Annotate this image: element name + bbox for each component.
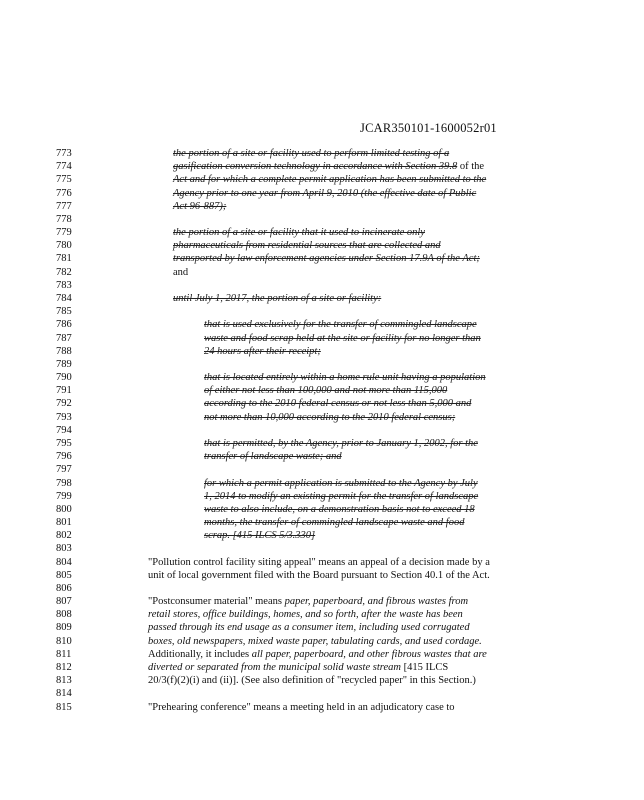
line-number: 787	[56, 332, 72, 344]
document-line	[0, 516, 644, 529]
line-text	[204, 477, 478, 490]
struck-text: that is permitted, by the Agency, prior to January 1, 2002, for the	[204, 437, 478, 449]
line-text	[204, 318, 477, 331]
line-text	[173, 252, 480, 265]
line-number: 777	[56, 200, 72, 212]
document-line	[0, 542, 644, 555]
line-text	[204, 371, 486, 384]
struck-text: for which a permit application is submitted to the Agency by July	[204, 477, 478, 489]
line-number: 812	[56, 662, 72, 674]
plain-text: "Pollution control facility siting appeal" means an appeal of a decision made by a	[148, 556, 490, 568]
plain-text: [415 ILCS	[400, 662, 449, 674]
document-line	[0, 305, 644, 318]
line-text	[173, 200, 226, 213]
line-number: 778	[56, 213, 72, 225]
line-text	[173, 173, 486, 186]
line-text	[148, 701, 455, 714]
line-number: 798	[56, 477, 72, 489]
statutory-italic-text: retail stores, office buildings, homes, and so forth, after the waste has been	[148, 609, 463, 621]
line-text	[148, 621, 470, 634]
struck-text: waste to also include, on a demonstration basis not to exceed 18	[204, 503, 475, 515]
document-id-header: JCAR350101-1600052r01	[360, 121, 497, 135]
plain-text: 20/3(f)(2)(i) and (ii)]. (See also definition of "recycled paper" in this Section.)	[148, 675, 476, 687]
line-number: 800	[56, 503, 72, 515]
document-line	[0, 187, 644, 200]
statutory-italic-text: diverted or separated from the municipal solid waste stream	[148, 662, 401, 674]
document-line	[0, 384, 644, 397]
document-line	[0, 226, 644, 239]
document-line	[0, 345, 644, 358]
document-line	[0, 582, 644, 595]
line-text	[148, 556, 490, 569]
document-line	[0, 318, 644, 331]
struck-text: 1, 2014 to modify an existing permit for the transfer of landscape	[204, 490, 479, 502]
struck-text: Act and for which a complete permit application has been submitted to the	[173, 174, 487, 186]
line-number: 786	[56, 319, 72, 331]
line-number: 796	[56, 451, 72, 463]
line-text	[173, 292, 381, 305]
document-line	[0, 648, 644, 661]
line-number: 775	[56, 174, 72, 186]
document-line	[0, 450, 644, 463]
line-text	[204, 411, 455, 424]
statutory-italic-text: passed through its end usage as a consumer item, including used corrugated	[148, 622, 470, 634]
document-line	[0, 332, 644, 345]
line-text	[204, 450, 342, 463]
line-text	[173, 187, 476, 200]
line-number: 788	[56, 345, 72, 357]
line-text	[204, 437, 478, 450]
plain-text: "Postconsumer material" means	[148, 596, 285, 608]
plain-text: of the	[457, 161, 485, 173]
struck-text: that is used exclusively for the transfer of commingled landscape	[204, 319, 477, 331]
document-line	[0, 595, 644, 608]
line-text	[173, 160, 484, 173]
line-number: 792	[56, 398, 72, 410]
line-text	[173, 226, 425, 239]
line-text	[173, 266, 188, 279]
line-number: 801	[56, 517, 72, 529]
line-text	[148, 674, 476, 687]
document-line	[0, 701, 644, 714]
struck-text: gasification conversion technology in accordance with Section 39.8	[173, 161, 458, 173]
struck-text: Act 96-887);	[173, 200, 227, 212]
document-line	[0, 674, 644, 687]
document-line	[0, 147, 644, 160]
line-number: 782	[56, 266, 72, 278]
document-line	[0, 635, 644, 648]
line-number: 793	[56, 411, 72, 423]
document-line	[0, 529, 644, 542]
document-line	[0, 661, 644, 674]
document-line	[0, 463, 644, 476]
line-number: 773	[56, 148, 72, 159]
line-number: 803	[56, 543, 72, 555]
line-number: 785	[56, 306, 72, 318]
struck-text: 24 hours after their receipt;	[204, 345, 321, 357]
line-text	[148, 569, 490, 582]
line-number: 790	[56, 372, 72, 384]
line-number: 807	[56, 596, 72, 608]
document-line	[0, 292, 644, 305]
plain-text: Additionally, it includes	[148, 648, 252, 660]
line-number: 808	[56, 609, 72, 621]
line-text	[148, 635, 482, 648]
document-line	[0, 569, 644, 582]
document-line	[0, 424, 644, 437]
line-text	[204, 384, 447, 397]
line-number: 805	[56, 569, 72, 581]
line-number: 802	[56, 530, 72, 542]
line-text	[148, 595, 468, 608]
line-text	[148, 608, 463, 621]
document-line	[0, 173, 644, 186]
line-number: 814	[56, 688, 72, 700]
line-number: 799	[56, 490, 72, 502]
plain-text: and	[173, 266, 189, 278]
line-number: 815	[56, 701, 72, 713]
line-number: 774	[56, 161, 72, 173]
struck-text: the portion of a site or facility that it used to incinerate only	[173, 227, 425, 239]
struck-text: until July 1, 2017, the portion of a site or facility:	[173, 292, 382, 304]
document-line	[0, 279, 644, 292]
struck-text: months, the transfer of commingled landscape waste and food	[204, 517, 465, 529]
line-number: 795	[56, 437, 72, 449]
document-line	[0, 200, 644, 213]
struck-text: scrap. [415 ILCS 5/3.330]	[204, 530, 316, 542]
line-number: 784	[56, 292, 72, 304]
document-line	[0, 358, 644, 371]
struck-text: of either not less than 100,000 and not more than 115,000	[204, 385, 448, 397]
line-number: 811	[56, 648, 72, 660]
line-number: 794	[56, 424, 72, 436]
line-number: 806	[56, 582, 72, 594]
line-number: 780	[56, 240, 72, 252]
document-line	[0, 371, 644, 384]
document-line	[0, 397, 644, 410]
struck-text: that is located entirely within a home rule unit having a population	[204, 372, 486, 384]
struck-text: waste and food scrap held at the site or facility for no longer than	[204, 332, 481, 344]
line-number: 781	[56, 253, 72, 265]
document-line	[0, 608, 644, 621]
statutory-italic-text: all paper, paperboard, and other fibrous wastes that are	[251, 648, 487, 660]
line-number: 804	[56, 556, 72, 568]
document-line	[0, 239, 644, 252]
line-text	[204, 332, 481, 345]
line-text	[204, 397, 471, 410]
plain-text: "Prehearing conference" means a meeting held in an adjudicatory case to	[148, 701, 455, 713]
document-line	[0, 266, 644, 279]
struck-text: transfer of landscape waste; and	[204, 451, 342, 463]
document-line	[0, 411, 644, 424]
document-line	[0, 213, 644, 226]
document-line	[0, 160, 644, 173]
plain-text: unit of local government filed with the Board pursuant to Section 40.1 of the Act.	[148, 569, 490, 581]
statutory-italic-text: boxes, old newspapers, mixed waste paper, tabulating cards, and used cordage.	[148, 635, 482, 647]
line-number: 813	[56, 675, 72, 687]
line-number: 789	[56, 358, 72, 370]
line-text	[148, 661, 448, 674]
line-number: 797	[56, 464, 72, 476]
statutory-italic-text: paper, paperboard, and fibrous wastes from	[284, 596, 469, 608]
document-line	[0, 477, 644, 490]
struck-text: the portion of a site or facility used to perform limited testing of a	[173, 148, 450, 159]
line-text	[148, 648, 487, 661]
struck-text: not more than 10,000 according to the 2010 federal census;	[204, 411, 456, 423]
document-line	[0, 252, 644, 265]
struck-text: Agency prior to one year from April 9, 2010 (the effective date of Public	[173, 187, 477, 199]
line-text	[204, 490, 478, 503]
document-line	[0, 437, 644, 450]
line-number: 776	[56, 187, 72, 199]
document-line	[0, 556, 644, 569]
document-line	[0, 490, 644, 503]
line-number: 783	[56, 279, 72, 291]
struck-text: pharmaceuticals from residential sources that are collected and	[173, 240, 441, 252]
document-line	[0, 687, 644, 700]
struck-text: according to the 2010 federal census or not less than 5,000 and	[204, 398, 472, 410]
line-text	[204, 529, 315, 542]
struck-text: transported by law enforcement agencies under Section 17.9A of the Act;	[173, 253, 480, 265]
line-text	[173, 147, 449, 160]
line-text	[204, 503, 475, 516]
line-number: 809	[56, 622, 72, 634]
line-text	[204, 345, 321, 358]
line-number: 810	[56, 635, 72, 647]
document-line	[0, 503, 644, 516]
line-number: 791	[56, 385, 72, 397]
line-number: 779	[56, 227, 72, 239]
line-text	[204, 516, 464, 529]
line-text	[173, 239, 441, 252]
document-line	[0, 621, 644, 634]
